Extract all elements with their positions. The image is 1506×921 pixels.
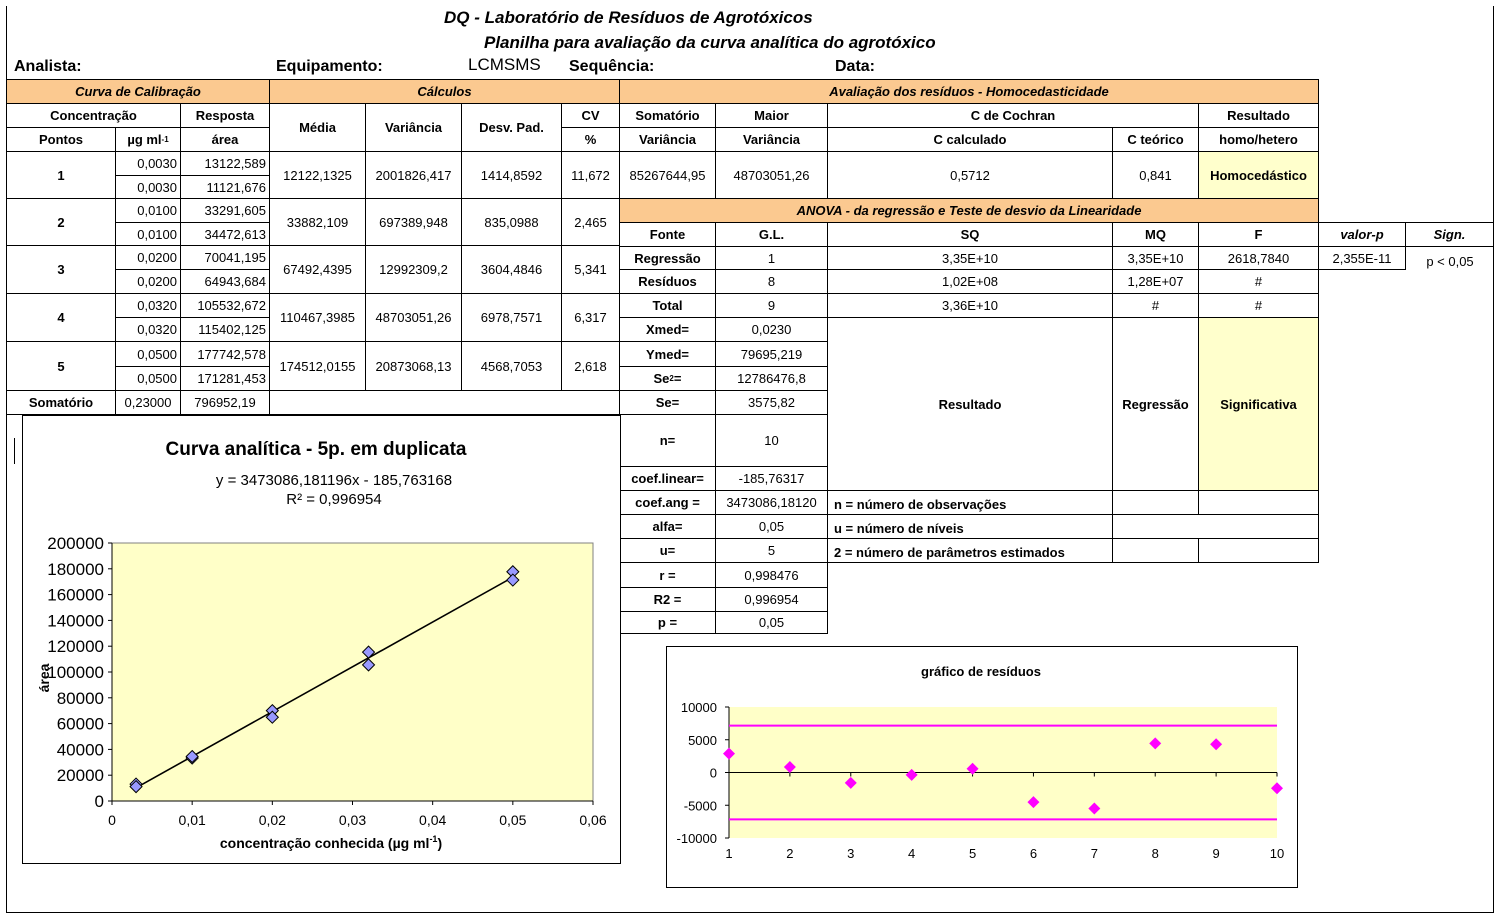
stat-value: 12786476,8 — [715, 366, 828, 391]
residuals-chart[interactable] — [666, 646, 1298, 888]
calibration-chart-svg — [23, 416, 620, 863]
y-tick-label: 140000 — [47, 611, 104, 631]
cteor-value: 0,841 — [1112, 151, 1199, 199]
resp-cell[interactable]: 70041,195 — [180, 245, 270, 270]
note-u-empty — [1112, 514, 1319, 539]
x-tick-label: 5 — [968, 846, 977, 861]
variancia-cell: 48703051,26 — [365, 293, 462, 342]
note-u: u = número de níveis — [827, 514, 1113, 539]
resp-cell[interactable]: 33291,605 — [180, 198, 270, 223]
stat-value: 0,0230 — [715, 317, 828, 342]
stat-value: -185,76317 — [715, 466, 828, 491]
anova-f-cell: # — [1198, 293, 1319, 318]
x-tick-label: 0,01 — [178, 812, 206, 828]
y-tick-label: 20000 — [56, 766, 104, 786]
anova-fonte-cell: Resíduos — [619, 269, 716, 294]
y-axis-label: área — [36, 663, 52, 693]
x-tick-label: 4 — [908, 846, 916, 861]
y-tick-label: -5000 — [683, 798, 717, 814]
cv-header: CV — [561, 103, 620, 128]
anova-valorp-cell: 2,355E-11 — [1318, 246, 1406, 270]
conc-cell[interactable]: 0,0200 — [115, 269, 181, 294]
analista-label: Analista: — [14, 58, 82, 75]
stat-value: 3575,82 — [715, 390, 828, 415]
row-point-label: 3 — [6, 245, 116, 294]
note-two-empty — [1112, 538, 1199, 563]
resp-cell[interactable]: 64943,684 — [180, 269, 270, 294]
homohetero-header: homo/hetero — [1198, 127, 1319, 152]
x-tick-label: 6 — [1029, 846, 1038, 861]
somatorio-conc: 0,23000 — [115, 390, 181, 415]
variancia-cell: 20873068,13 — [365, 341, 462, 391]
pontos-header: Pontos — [6, 127, 116, 152]
y-tick-label: 160000 — [47, 585, 104, 605]
x-tick-label: 0,05 — [499, 812, 527, 828]
homo-maior-value: 48703051,26 — [715, 151, 828, 199]
cv-unit-header: % — [561, 127, 620, 152]
resp-cell[interactable]: 105532,672 — [180, 293, 270, 318]
conc-cell[interactable]: 0,0320 — [115, 317, 181, 342]
conc-cell[interactable]: 0,0200 — [115, 245, 181, 270]
y-tick-label: 0 — [94, 792, 104, 811]
variancia-cell: 2001826,417 — [365, 151, 462, 199]
conc-header: Concentração — [6, 103, 181, 128]
x-tick-label: 0,03 — [338, 812, 367, 828]
residuals-chart-svg — [667, 647, 1297, 887]
media-header: Média — [269, 103, 366, 152]
ccalc-header: C calculado — [827, 127, 1113, 152]
calib-section-header: Curva de Calibração — [6, 79, 270, 104]
y-tick-label: -10000 — [676, 831, 717, 846]
variancia-cell: 697389,948 — [365, 198, 462, 246]
anova-valorp-header: valor-p — [1318, 222, 1406, 247]
cv-cell: 5,341 — [561, 245, 620, 294]
anova-f-cell: 2618,7840 — [1198, 246, 1319, 270]
result-regressao: Regressão — [1112, 317, 1199, 491]
media-cell: 12122,1325 — [269, 151, 366, 199]
y-tick-label: 60000 — [56, 714, 104, 734]
calculos-section-header: Cálculos — [269, 79, 620, 104]
y-tick-label: 80000 — [56, 688, 104, 708]
stat-value: 0,998476 — [715, 562, 828, 588]
resp-cell[interactable]: 177742,578 — [180, 341, 270, 367]
stat-value: 79695,219 — [715, 341, 828, 367]
row-point-label: 4 — [6, 293, 116, 342]
note-n-empty2 — [1198, 490, 1319, 515]
anova-gl-cell: 1 — [715, 246, 828, 270]
anova-sq-cell: 1,02E+08 — [827, 269, 1113, 294]
conc-cell[interactable]: 0,0100 — [115, 222, 181, 246]
stat-label: r = — [619, 562, 716, 588]
desvpad-header: Desv. Pad. — [461, 103, 562, 152]
x-tick-label: 0,04 — [419, 812, 447, 828]
chart-title: Curva analítica - 5p. em duplicata — [165, 439, 467, 460]
anova-gl-cell: 8 — [715, 269, 828, 294]
anova-mq-cell: 1,28E+07 — [1112, 269, 1199, 294]
maior-var-header: Variância — [715, 127, 828, 152]
resp-cell[interactable]: 13122,589 — [180, 151, 270, 176]
anova-mq-cell: # — [1112, 293, 1199, 318]
x-tick-label: 0 — [108, 812, 116, 828]
conc-cell[interactable]: 0,0100 — [115, 198, 181, 223]
y-tick-label: 100000 — [47, 663, 104, 682]
stat-label: coef.linear= — [619, 466, 716, 491]
data-label: Data: — [835, 58, 876, 75]
resp-cell[interactable]: 34472,613 — [180, 222, 270, 246]
cv-cell: 2,465 — [561, 198, 620, 246]
variancia-header: Variância — [365, 103, 462, 152]
resp-cell[interactable]: 115402,125 — [180, 317, 270, 342]
result-label: Resultado — [827, 317, 1113, 491]
anova-f-cell: # — [1198, 269, 1319, 294]
cv-cell: 2,618 — [561, 341, 620, 391]
resp-cell[interactable]: 171281,453 — [180, 366, 270, 391]
anova-fonte-cell: Total — [619, 293, 716, 318]
somatorio-header: Somatório — [619, 103, 716, 128]
desvpad-cell: 4568,7053 — [461, 341, 562, 391]
anova-sq-cell: 3,36E+10 — [827, 293, 1113, 318]
conc-cell[interactable]: 0,0030 — [115, 151, 181, 176]
y-tick-label: 10000 — [680, 700, 717, 715]
resultado-header: Resultado — [1198, 103, 1319, 128]
stat-label: Se= — [619, 390, 716, 415]
x-tick-label: 1 — [725, 846, 733, 861]
y-tick-label: 0 — [709, 765, 717, 781]
anova-f-header: F — [1198, 222, 1319, 247]
note-n-empty — [1112, 490, 1199, 515]
conc-cell[interactable]: 0,0030 — [115, 175, 181, 199]
anova-mq-cell: 3,35E+10 — [1112, 246, 1199, 270]
somatorio-var-header: Variância — [619, 127, 716, 152]
media-cell: 174512,0155 — [269, 341, 366, 391]
cteor-header: C teórico — [1112, 127, 1199, 152]
stat-value: 3473086,18120 — [715, 490, 828, 515]
anova-gl-cell: 9 — [715, 293, 828, 318]
anova-sign-header: Sign. — [1405, 222, 1494, 247]
y-tick-label: 40000 — [56, 740, 104, 760]
y-tick-label: 120000 — [47, 637, 104, 657]
y-tick-label: 200000 — [47, 534, 104, 553]
anova-gl-header: G.L. — [715, 222, 828, 247]
ccalc-value: 0,5712 — [827, 151, 1113, 199]
page-title: DQ - Laboratório de Resíduos de Agrotóxicos — [444, 8, 813, 27]
x-tick-label: 0,02 — [258, 812, 286, 828]
maior-header: Maior — [715, 103, 828, 128]
anova-mq-header: MQ — [1112, 222, 1199, 247]
anova-section-header: ANOVA - da regressão e Teste de desvio da Linearidade — [619, 198, 1319, 223]
desvpad-cell: 3604,4846 — [461, 245, 562, 294]
stat-label: p = — [619, 611, 716, 634]
note-two: 2 = número de parâmetros estimados — [827, 538, 1113, 563]
stat-value: 10 — [715, 414, 828, 467]
trendline-r2: R² = 0,996954 — [286, 491, 382, 508]
stat-label: Ymed= — [619, 341, 716, 367]
equipamento-value[interactable]: LCMSMS — [468, 55, 541, 74]
stat-value: 0,05 — [715, 514, 828, 539]
result-significance: Significativa — [1198, 317, 1319, 491]
desvpad-cell: 6978,7571 — [461, 293, 562, 342]
x-tick-label: 9 — [1212, 846, 1220, 861]
stat-value: 0,05 — [715, 611, 828, 634]
stat-label: alfa= — [619, 514, 716, 539]
sequencia-label: Sequência: — [569, 58, 655, 75]
homo-somatorio-value: 85267644,95 — [619, 151, 716, 199]
conc-cell[interactable]: 0,0320 — [115, 293, 181, 318]
anova-fonte-cell: Regressão — [619, 246, 716, 270]
x-tick-label: 0,06 — [579, 812, 607, 828]
stat-value: 0,996954 — [715, 587, 828, 612]
note-two-empty2 — [1198, 538, 1319, 563]
unit-header: µg ml -1 — [115, 127, 181, 152]
stat-value: 5 — [715, 538, 828, 563]
row-point-label: 1 — [6, 151, 116, 199]
text-cursor — [14, 438, 15, 464]
chart-title: gráfico de resíduos — [921, 664, 1041, 679]
resp-header: Resposta — [180, 103, 270, 128]
anova-sq-cell: 3,35E+10 — [827, 246, 1113, 270]
resp-cell[interactable]: 11121,676 — [180, 175, 270, 199]
variancia-cell: 12992309,2 — [365, 245, 462, 294]
equipamento-label: Equipamento: — [276, 58, 383, 75]
stat-label: u= — [619, 538, 716, 563]
anova-sq-header: SQ — [827, 222, 1113, 247]
x-tick-label: 7 — [1090, 846, 1098, 861]
cochran-header: C de Cochran — [827, 103, 1199, 128]
stat-label: Se 2 = — [619, 366, 716, 391]
cv-cell: 6,317 — [561, 293, 620, 342]
media-cell: 67492,4395 — [269, 245, 366, 294]
stat-label: n= — [619, 414, 716, 467]
conc-cell[interactable]: 0,0500 — [115, 366, 181, 391]
somatorio-label: Somatório — [6, 390, 116, 415]
media-cell: 110467,3985 — [269, 293, 366, 342]
anova-fonte-header: Fonte — [619, 222, 716, 247]
conc-cell[interactable]: 0,0500 — [115, 341, 181, 367]
desvpad-cell: 1414,8592 — [461, 151, 562, 199]
homo-result-value: Homocedástico — [1198, 151, 1319, 199]
stat-label: Xmed= — [619, 317, 716, 342]
row-point-label: 5 — [6, 341, 116, 391]
x-tick-label: 8 — [1151, 846, 1159, 861]
stat-label: coef.ang = — [619, 490, 716, 515]
somatorio-resp: 796952,19 — [180, 390, 270, 415]
desvpad-cell: 835,0988 — [461, 198, 562, 246]
y-tick-label: 5000 — [688, 732, 717, 748]
plot-area — [112, 543, 593, 801]
calibration-chart[interactable] — [22, 415, 621, 864]
trendline-equation: y = 3473086,181196x - 185,763168 — [215, 472, 453, 489]
homo-section-header: Avaliação dos resíduos - Homocedasticidade — [619, 79, 1319, 104]
x-tick-label: 10 — [1269, 846, 1285, 861]
x-tick-label: 3 — [847, 846, 855, 861]
stat-label: R2 = — [619, 587, 716, 612]
x-tick-label: 2 — [786, 846, 794, 861]
anova-sign-cell: p < 0,05 — [1405, 246, 1494, 270]
x-axis-label: concentração conhecida (µg $ml^{-1}$) — [219, 834, 443, 851]
page-subtitle: Planilha para avaliação da curva analítica do agrotóxico — [484, 33, 936, 52]
cv-cell: 11,672 — [561, 151, 620, 199]
note-n: n = número de observações — [827, 490, 1113, 515]
row-point-label: 2 — [6, 198, 116, 246]
area-header: área — [180, 127, 270, 152]
y-tick-label: 180000 — [47, 559, 104, 579]
media-cell: 33882,109 — [269, 198, 366, 246]
